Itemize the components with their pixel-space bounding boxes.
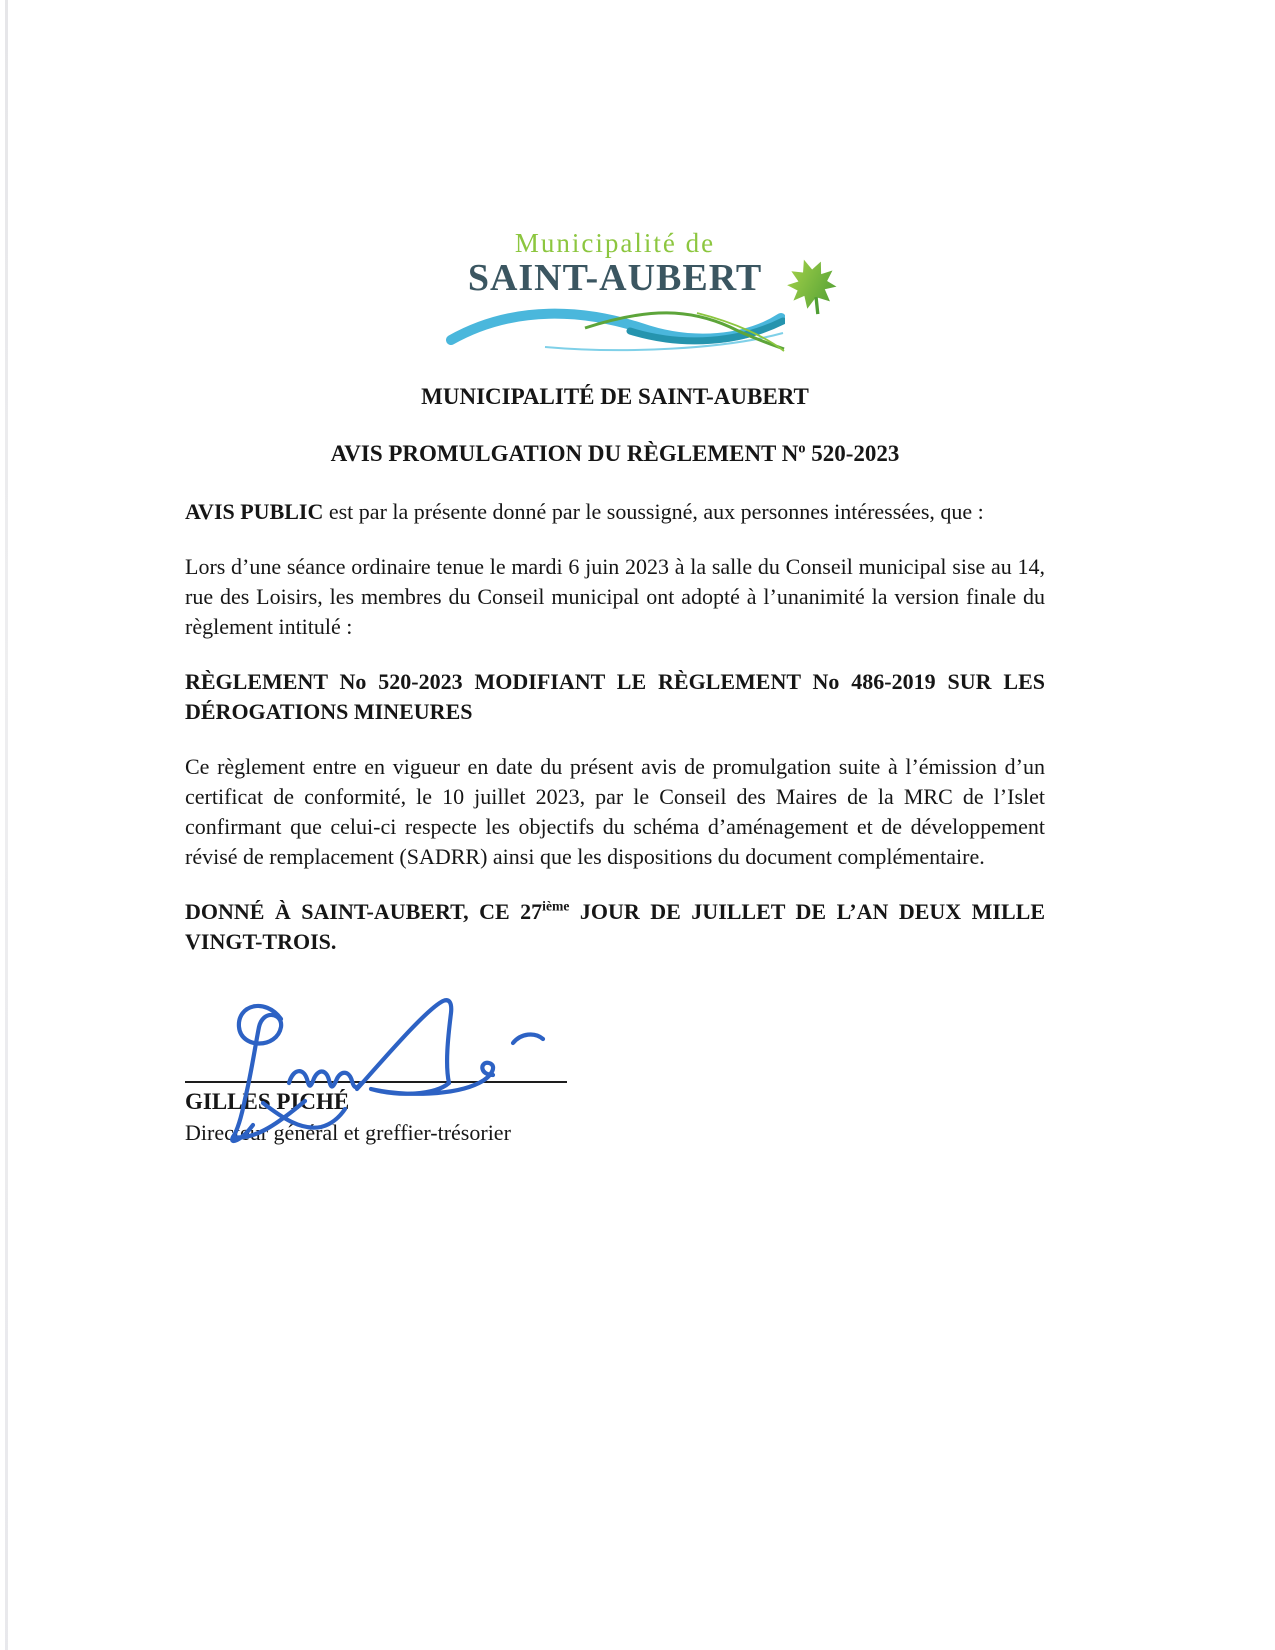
- heading-reglement: RÈGLEMENT No 520-2023 MODIFIANT LE RÈGLEMENT No 486-2019 SUR LES DÉROGATIONS MINEURES: [185, 669, 1045, 724]
- logo-municipalite-text: Municipalité de: [514, 228, 716, 258]
- logo-saint-aubert-text: SAINT-AUBERT: [467, 257, 763, 299]
- donne-text: DONNÉ À SAINT-AUBERT, CE 27: [185, 899, 543, 924]
- municipality-logo: [435, 228, 795, 352]
- paragraph-vigueur: Ce règlement entre en vigueur en date du présent avis de promulgation suite à l’émission d’un certificat de conformité, le 10 juillet 2023, par le Conseil des Maires de la MRC de l’Islet confirmant que celui-ci respecte les objectifs du schéma d’aménagement et de développement révisé de remplacement (SADRR) ainsi que les dispositions du document complémentaire.: [185, 754, 1045, 869]
- paragraph-donne: [185, 872, 1045, 957]
- donne-superscript: ième: [542, 898, 570, 914]
- signatory-role: Directeur général et greffier-trésorier: [185, 1120, 511, 1145]
- scan-edge-artifact: [5, 0, 8, 1650]
- paragraph-seance: Lors d’une séance ordinaire tenue le mardi 6 juin 2023 à la salle du Conseil municipal sise au 14, rue des Loisirs, les membres du Conseil municipal ont adopté à l’unanimité la version finale du règlement intitulé :: [185, 554, 1045, 639]
- paragraph-avis-public: [185, 467, 1045, 527]
- wave-swoosh-graphic: [445, 294, 785, 352]
- signature-block: [185, 975, 1045, 1185]
- avis-public-lead: AVIS PUBLIC: [185, 499, 324, 524]
- handwritten-signature: [193, 991, 613, 1151]
- document-subtitle: [185, 441, 1045, 467]
- maple-leaf-icon: [783, 256, 841, 318]
- avis-public-rest: est par la présente donné par le soussigné, aux personnes intéressées, que :: [323, 499, 984, 524]
- donne-rest: JOUR DE JUILLET DE L’AN DEUX MILLE VINGT-TROIS.: [185, 899, 1045, 954]
- signatory-name: GILLES PICHÉ: [185, 1089, 350, 1114]
- subtitle-text: AVIS PROMULGATION DU RÈGLEMENT N: [330, 441, 799, 466]
- subtitle-superscript: o: [798, 440, 806, 457]
- subtitle-number: 520-2023: [805, 441, 900, 466]
- document-title: MUNICIPALITÉ DE SAINT-AUBERT: [421, 384, 809, 409]
- document-content: [185, 0, 1045, 1185]
